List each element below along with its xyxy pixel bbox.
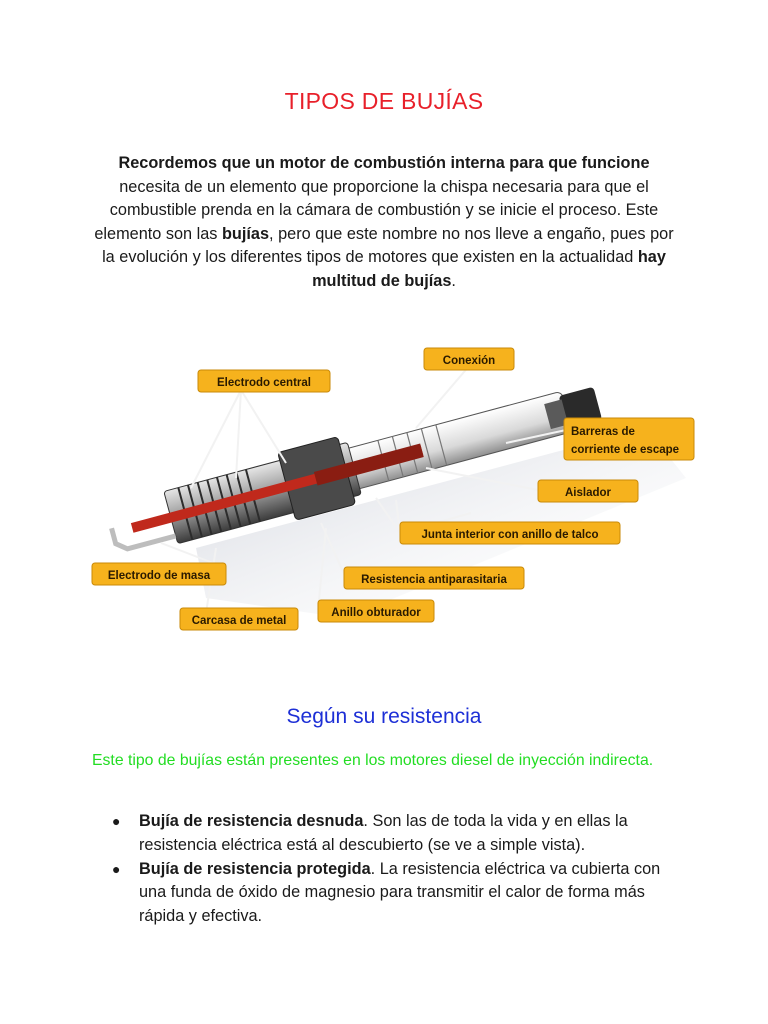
resistance-types-list	[112, 810, 672, 929]
label-anillo-text: Anillo obturador	[331, 607, 421, 619]
intro-bold-multitud: hay multitud de bujías	[312, 248, 666, 290]
label-barreras	[564, 418, 694, 460]
label-aislador-text: Aislador	[564, 487, 612, 499]
intro-text-2: , pero que este nombre no nos lleve a engaño, pues por la evolución y los diferentes tipos de motores que existen en la actualidad	[102, 224, 674, 267]
list-item	[112, 810, 672, 858]
list-item-bold: Bujía de resistencia protegida	[139, 859, 371, 878]
bullet-icon: ●	[112, 860, 121, 877]
section-subtitle: Según su resistencia	[286, 705, 482, 728]
label-junta	[400, 522, 620, 544]
intro-text-1: necesita de un elemento que proporcione la chispa necesaria para que el combustible prenda en la cámara de combustión y se inicie el proceso. Este elemento son las	[94, 177, 659, 243]
intro-lead-bold: Recordemos que un motor de combustión interna para que funcione	[118, 154, 650, 172]
list-item-bold: Bujía de resistencia desnuda	[139, 812, 364, 830]
label-resistencia	[344, 567, 524, 589]
label-electrodo-masa-text: Electrodo de masa	[107, 570, 211, 582]
label-conexion	[424, 348, 514, 370]
label-conexion-text: Conexión	[442, 355, 496, 367]
label-electrodo-central	[198, 370, 330, 392]
label-carcasa-text: Carcasa de metal	[191, 615, 287, 627]
label-carcasa	[180, 608, 298, 630]
label-barreras-line1: Barreras de	[571, 426, 635, 438]
label-electrodo-masa	[92, 563, 226, 585]
intro-paragraph	[86, 152, 682, 294]
label-resistencia-text: Resistencia antiparasitaria	[361, 574, 507, 586]
list-item	[112, 858, 672, 929]
list-item-text: . La resistencia eléctrica va cubierta con una funda de óxido de magnesio para transmitir el calor de forma más rápida y efectiva.	[139, 859, 661, 926]
label-aislador	[538, 480, 638, 502]
intro-text-3: .	[451, 271, 456, 290]
green-note: Este tipo de bujías están presentes en los motores diesel de inyección indirecta.	[92, 752, 654, 769]
spark-plug-diagram	[86, 338, 698, 638]
label-anillo	[318, 600, 434, 622]
intro-bold-bujias: bujías	[221, 224, 270, 243]
page-title: TIPOS DE BUJÍAS	[284, 88, 484, 114]
label-junta-text: Junta interior con anillo de talco	[421, 529, 599, 541]
label-barreras-line2: corriente de escape	[571, 444, 680, 456]
label-electrodo-central-text: Electrodo central	[217, 377, 311, 389]
bullet-icon: ●	[112, 813, 121, 829]
list-item-text: . Son las de toda la vida y en ellas la resistencia eléctrica está al descubierto (se ve a simple vista).	[139, 812, 628, 854]
